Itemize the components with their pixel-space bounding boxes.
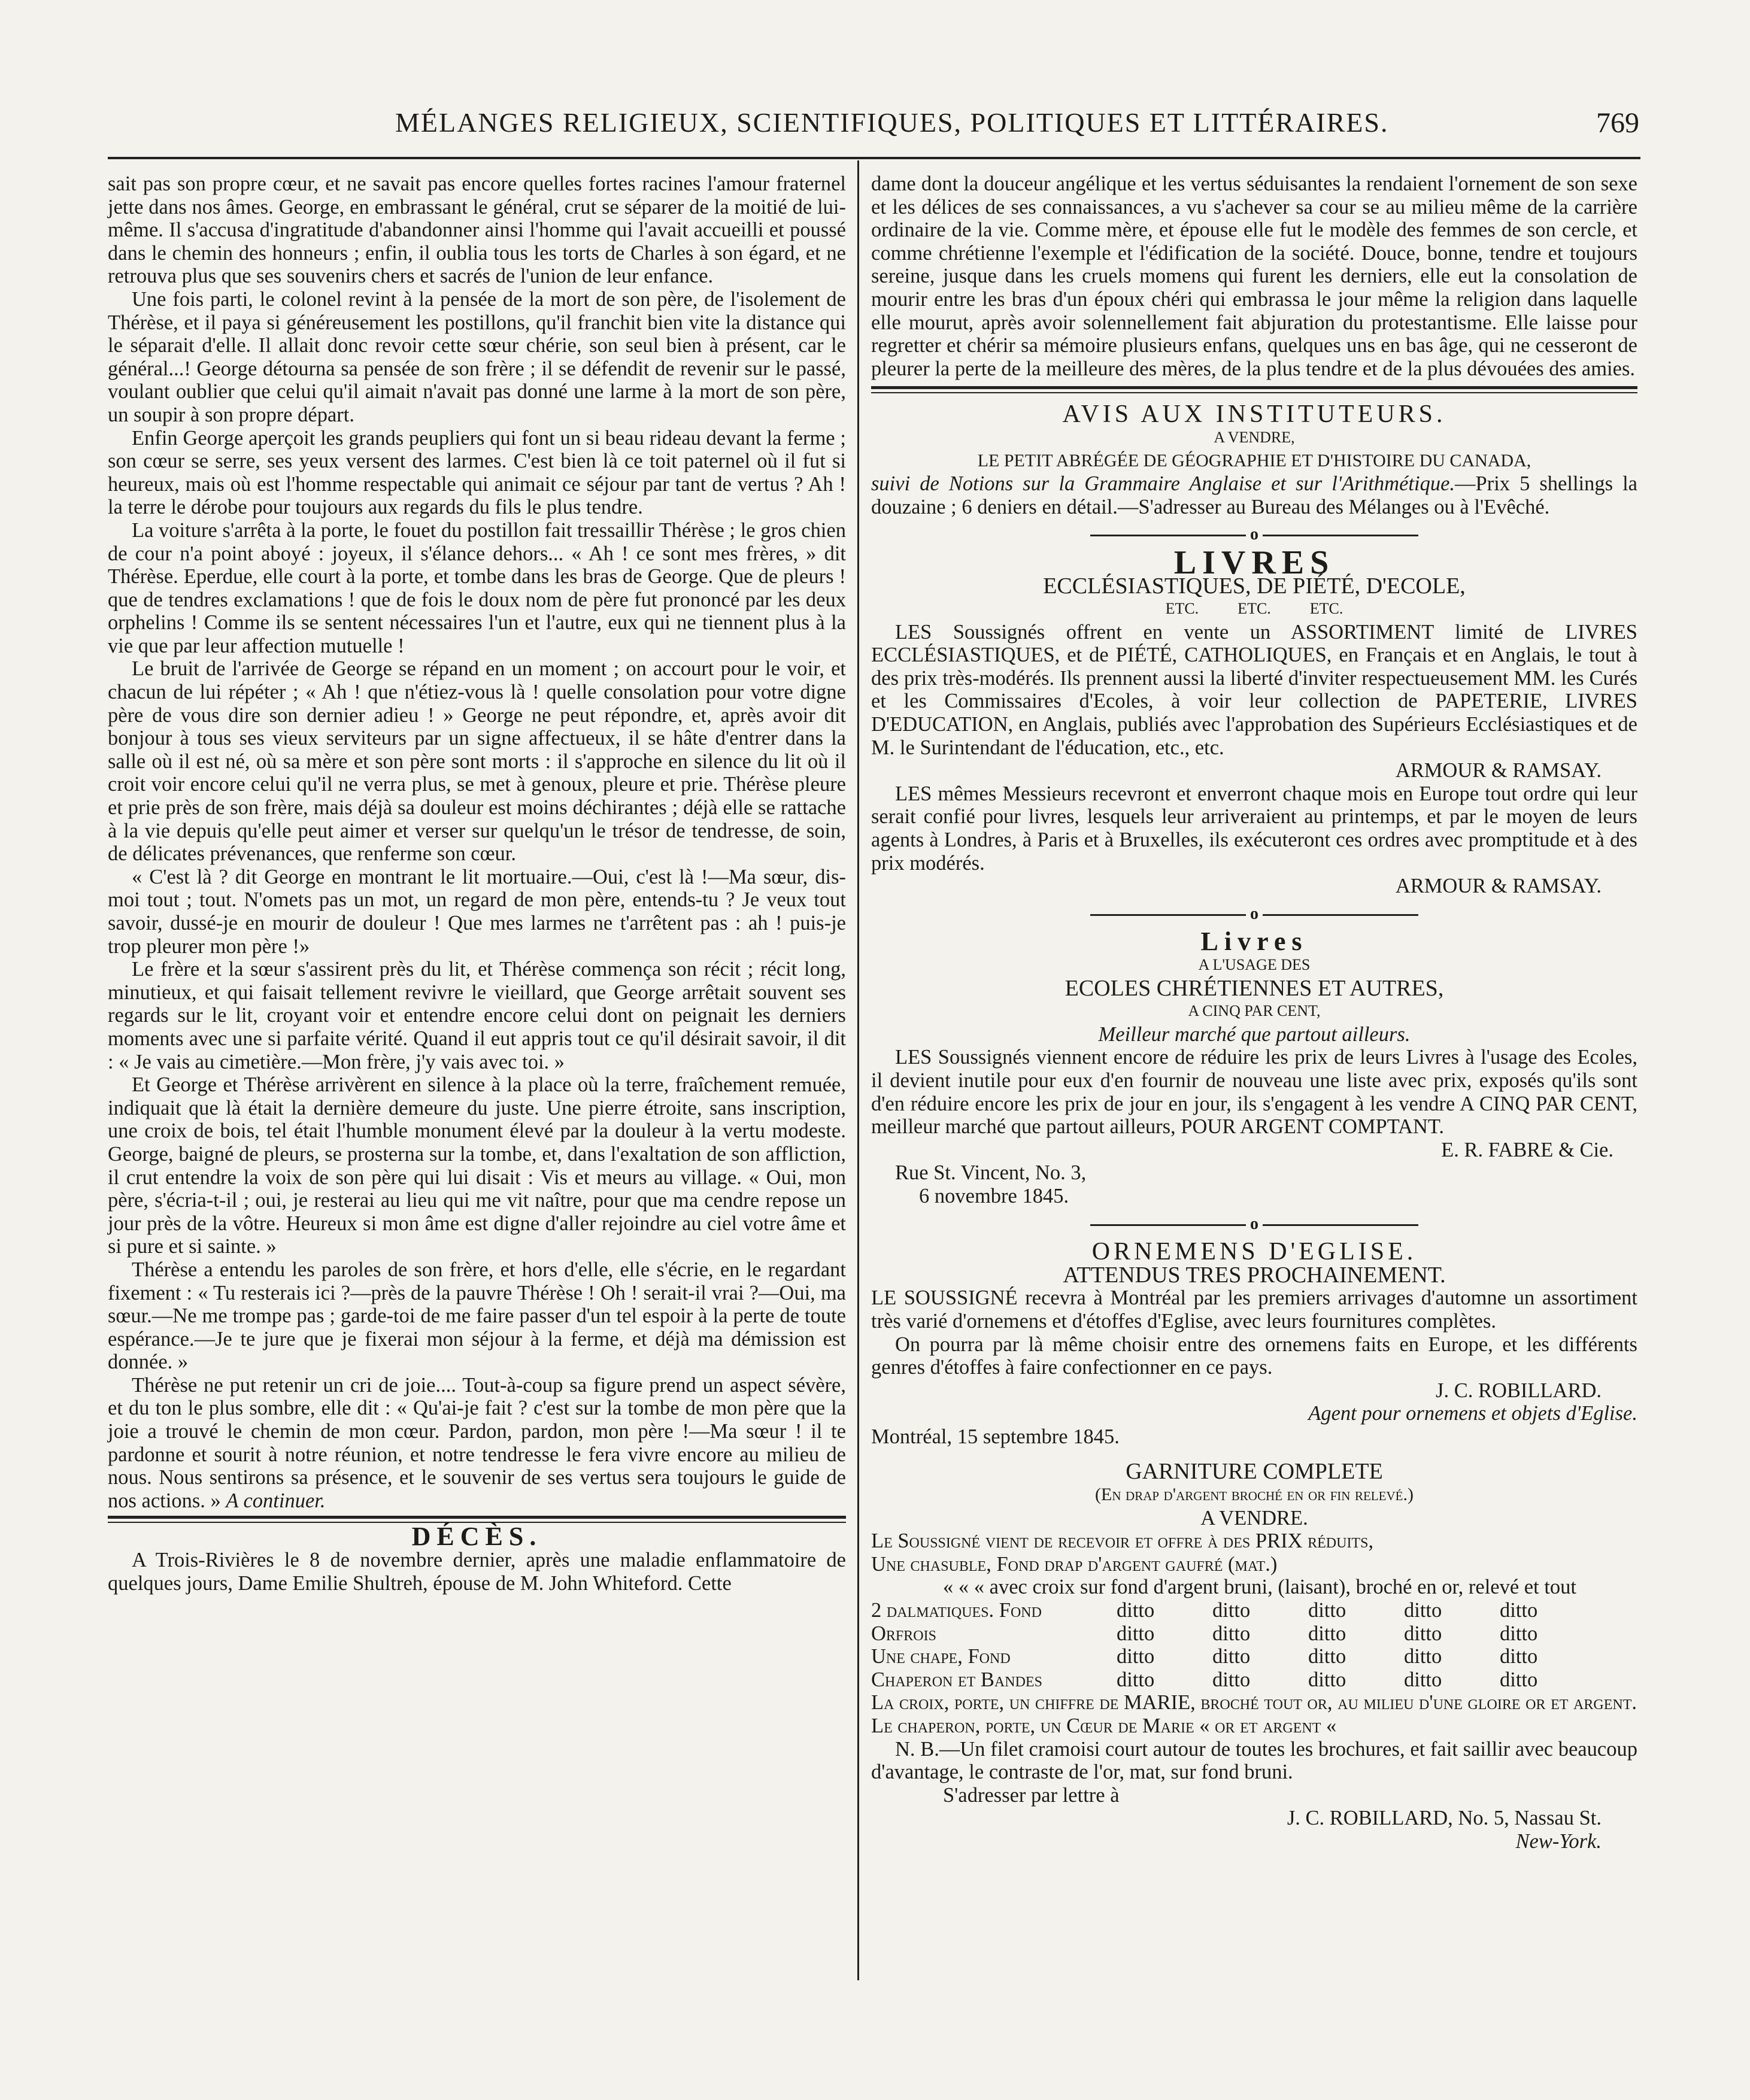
table-cell: ditto [1404, 1645, 1442, 1668]
story-paragraph: Enfin George aperçoit les grands peupliers qui font un si beau rideau devant la ferme ; son cœur se serre, ses yeux versent des larmes. C'est bien là ce toit paternel où il fut si heureux, mais où est l'homme respectable qui animait ce séjour par tant de vertus ? Ah ! la terre le dérobe pour toujours aux regards du fils le plus tendre. [108, 426, 846, 519]
table-cell: Orfrois [871, 1622, 936, 1645]
ornemens-body-2: On pourra par là même choisir entre des ornemens faits en Europe, et les différents genres d'étoffes à faire confectionner en ce pays. [871, 1333, 1637, 1379]
table-cell: ditto [1404, 1599, 1442, 1622]
garniture-signature: J. C. ROBILLARD, No. 5, Nassau St. [1287, 1807, 1602, 1830]
ornemens-heading: ORNEMENS D'EGLISE. [1091, 1238, 1417, 1266]
story-paragraph: Le frère et la sœur s'assirent près du lit, et Thérèse commença son récit ; récit long, minutieux, et qui faisait tellement revivre le vieillard, que George arrêtait souvent ses regards sur le lit, croyant voir et entendre encore celui dont on peignait les derniers moments avec une si parfaite vérité. Quand il eut appris tout ce qu'il désirait savoir, il dit : « Je vais au cimetière.—Mon frère, j'y vais avec toi. » [108, 958, 846, 1073]
garniture-heading: GARNITURE COMPLETE [1126, 1459, 1383, 1485]
deces-heading: DÉCÈS. [411, 1522, 542, 1552]
garniture-line: Une chasuble, Fond drap d'argent gaufré (mat.) [871, 1552, 1278, 1576]
separator [871, 1213, 1637, 1236]
continuation-note: A continuer. [226, 1489, 326, 1512]
story-paragraph [108, 1374, 846, 1513]
story-paragraph: La voiture s'arrêta à la porte, le fouet du postillon fait tressaillir Thérèse ; le gros chien de cour n'a point aboyé : joyeux, il s'élance dehors... « Ah ! ce sont mes frères, » dit Thérèse. Eperdue, elle court à la porte, et tombe dans les bras de George. Que de pleurs ! que de tendres exclamations ! que de fois le doux nom de père fut prononcé par les deux orphelins ! Comme ils se sentent nécessaires l'un et l'autre, eux qui ne tiennent plus à la vie que par leur affection mutuelle ! [108, 518, 846, 657]
header-rule [108, 157, 1640, 159]
garniture-note: N. B.—Un filet cramoisi court autour de toutes les brochures, et fait saillir avec beaucoup d'avantage, le contraste de l'or, mat, sur fond bruni. [871, 1737, 1637, 1784]
livres2-sub3: A CINQ PAR CENT, [1188, 1002, 1321, 1020]
livres-etc: ETC. ETC. ETC. [1165, 600, 1343, 618]
column-divider [857, 160, 859, 1980]
story-paragraph: « C'est là ? dit George en montrant le lit mortuaire.—Oui, c'est là !—Ma sœur, dis-moi tout ; tout. N'omets pas un mot, un regard de mon père, entends-tu ? Je veux tout savoir, dussé-je en mourir de douleur ! Que mes larmes ne t'arrêtent pas : ah ! puis-je trop pleurer mon père !» [108, 865, 846, 958]
avis-price: —Prix 5 shellings la douzaine ; 6 deniers en détail.—S'adresser au Bureau des Mélanges ou à l'Evêché. [871, 472, 1637, 518]
ornemens-subheading: ATTENDUS TRES PROCHAINEMENT. [1063, 1262, 1446, 1288]
garniture-city: New-York. [1515, 1829, 1602, 1853]
section-rule [871, 386, 1637, 393]
livres2-sub2: ECOLES CHRÉTIENNES ET AUTRES, [1064, 975, 1444, 1001]
livres2-address: Rue St. Vincent, No. 3, [895, 1161, 1087, 1185]
table-cell: ditto [1212, 1599, 1251, 1622]
table-cell: ditto [1308, 1668, 1346, 1691]
table-cell: ditto [1117, 1668, 1155, 1691]
table-cell: ditto [1500, 1599, 1538, 1622]
garniture-croix: La croix, porte, un chiffre de MARIE, broché tout or, au milieu d'une gloire or et argent. [871, 1691, 1637, 1714]
livres-signature: ARMOUR & RAMSAY. [1395, 759, 1602, 782]
table-cell: ditto [1308, 1645, 1346, 1668]
table-cell: ditto [1212, 1645, 1251, 1668]
page-header [0, 107, 1750, 160]
table-cell: 2 dalmatiques. Fond [871, 1599, 1042, 1622]
obituary-text: dame dont la douceur angélique et les vertus séduisantes la rendaient l'ornement de son sexe et les délices de ses connaissances, a vu s'achever sa cour se au milieu même de la carrière ordinaire de la vie. Comme mère, et épouse elle fut le modèle des femmes de son cercle, et comme chrétienne l'exemple et l'édification de la société. Douce, bonne, tendre et toujours sereine, jusque dans les cruels momens qui furent les derniers, elle eut la consolation de mourir entre les bras d'un époux chéri qui embrassa le jour même la religion dans laquelle elle mourut, après avoir solennellement fait abjuration du protestantisme. Elle laisse pour regretter et chérir sa mémoire plusieurs enfans, quelques uns en bas âge, qui ne cesseront de pleurer la perte de la meilleure des mères, de la plus tendre et de la plus dévouées des amies. [871, 172, 1637, 380]
story-paragraph: sait pas son propre cœur, et ne savait pas encore quelles fortes racines l'amour fraternel jette dans nos âmes. George, en embrassant le général, crut se séparer de la moitié de lui-même. Il s'accusa d'ingratitude d'abandonner ainsi l'homme qui l'avait accueilli et poussé dans le chemin des honneurs ; enfin, il oublia tous les torts de Charles à son égard, et ne retrouva plus que ses souvenirs chers et sacrés de l'union de leur enfance. [108, 172, 846, 288]
garniture-subheading: (En drap d'argent broché en or fin relevé.) [1095, 1485, 1414, 1505]
garniture-chaperon: Le chaperon, porte, un Cœur de Marie « or et argent « [871, 1714, 1337, 1737]
story-paragraph: Une fois parti, le colonel revint à la pensée de la mort de son père, de l'isolement de Thérèse, et il paya si généreusement les postillons, qu'il franchit bien vite la distance qui le séparait d'elle. Il allait donc revoir cette sœur chérie, son seul bien à présent, car le général...! George détourna sa pensée de son frère ; il se défendit de revenir sur le passé, voulant oublier que celui qu'il aimait n'avait pas donné une larme à la mort de son père, un soupir à son propre départ. [108, 287, 846, 426]
right-column [871, 172, 1637, 1853]
table-cell: Chaperon et Bandes [871, 1668, 1042, 1691]
ornemens-agent: Agent pour ornemens et objets d'Eglise. [1308, 1402, 1637, 1425]
garniture-table [871, 1599, 1637, 1691]
separator-mark: o [1250, 904, 1258, 923]
table-cell: ditto [1500, 1645, 1538, 1668]
story-paragraph: Thérèse a entendu les paroles de son frère, et hors d'elle, elle s'écrie, en le regardant fixement : « Tu resterais ici ?—près de la pauvre Thérèse ! Oh ! serait-il vrai ?—Oui, ma sœur.—Ne me trompe pas ; garde-toi de me faire passer d'un tel espoir à la perte de toute espérance.—Je te jure que je fixerai mon séjour à la ferme, et déjà ma démission est donnée. » [108, 1258, 846, 1374]
ornemens-date: Montréal, 15 septembre 1845. [871, 1425, 1120, 1448]
deces-text: A Trois-Rivières le 8 de novembre dernier, après une maladie enflammatoire de quelques jours, Dame Emilie Shultreh, épouse de M. John Whiteford. Cette [108, 1549, 846, 1595]
separator-mark: o [1250, 525, 1258, 544]
livres2-date: 6 novembre 1845. [919, 1184, 1069, 1207]
table-cell: ditto [1212, 1668, 1251, 1691]
livres2-heading: Livres [1200, 927, 1308, 957]
avis-heading: AVIS AUX INSTITUTEURS. [1062, 400, 1446, 429]
livres2-sub1: A L'USAGE DES [1198, 956, 1311, 973]
table-cell: ditto [1212, 1622, 1251, 1645]
livres-signature-2: ARMOUR & RAMSAY. [1395, 875, 1602, 898]
story-paragraph: Et George et Thérèse arrivèrent en silence à la place où la terre, fraîchement remuée, indiquait que là était la dernière demeure du juste. Une pierre étroite, sans inscription, une croix de bois, tel était l'humble monument élevé par la douleur à la vertu modeste. George, baigné de pleurs, se prosterna sur la tombe, et, dans l'exaltation de son affliction, il crut entendre la voix de son père qui lui disait : Vis et meurs au village. « Oui, mon père, s'écria-t-il ; oui, je resterai au lieu qui me vit naître, pour que ma cendre repose un jour près de la vôtre. Heureux si mon âme est digne d'aller rejoindre au ciel votre âme et si pure et si sainte. » [108, 1073, 846, 1258]
left-column [108, 172, 846, 1595]
avis-body [871, 472, 1637, 518]
livres-body-2: LES mêmes Messieurs recevront et enverront chaque mois en Europe tout ordre qui leur serait confié pour livres, lesquels leur arriveraient au printemps, et par le moyen de leurs agents à Londres, à Paris et à Bruxelles, ils exécuteront ces ordres avec promptitude et à des prix modérés. [871, 782, 1637, 875]
garniture-intro: Le Soussigné vient de recevoir et offre à des PRIX réduits, [871, 1530, 1374, 1553]
livres2-sub4: Meilleur marché que partout ailleurs. [1098, 1022, 1411, 1046]
table-cell: ditto [1117, 1599, 1155, 1622]
garniture-vendre: A VENDRE. [1200, 1506, 1308, 1530]
table-cell: ditto [1117, 1622, 1155, 1645]
livres-body: LES Soussignés offrent en vente un ASSORTIMENT limité de LIVRES ECCLÉSIASTIQUES, et de PIÉTÉ, CATHOLIQUES, en Français et en Anglais, le tout à des prix très-modérés. Ils prennent aussi la liberté d'inviter respectueusement MM. les Curés et les Commissaires d'Ecoles, à voir leur collection de PAPETERIE, LIVRES D'EDUCATION, en Anglais, publiés avec l'approbation des Supérieurs Ecclésiastiques et de M. le Surintendant de l'éducation, etc., etc. [871, 620, 1637, 759]
livres2-signature: E. R. FABRE & Cie. [1441, 1138, 1613, 1161]
table-cell: ditto [1117, 1645, 1155, 1668]
table-cell: ditto [1308, 1599, 1346, 1622]
table-cell: ditto [1308, 1622, 1346, 1645]
separator-mark: o [1250, 1214, 1258, 1233]
table-cell: Une chape, Fond [871, 1645, 1011, 1668]
story-paragraph: Le bruit de l'arrivée de George se répand en un moment ; on accourt pour le voir, et chacun de lui répéter ; « Ah ! que n'étiez-vous là ! quelle consolation pour votre digne père de vous dire son dernier adieu ! » George ne peut répondre, et, après avoir dit bonjour à tous ses vieux serviteurs par un signe affectueux, il se hâte d'entrer dans la salle où il est né, où sa mère et son père sont morts : il s'approche en silence du lit où il croit voir encore celui qu'il ne verra plus, se met à genoux, pleure et prie. Thérèse pleure et prie près de son frère, mais déjà sa douleur est moins déchirantes ; déjà elle se rattache à la vie depuis qu'elle peut aimer et verser sur quelqu'un le trésor de tendresse, de soin, de délicates prévenances, que renferme son cœur. [108, 657, 846, 866]
table-cell: ditto [1404, 1622, 1442, 1645]
separator [871, 903, 1637, 926]
journal-title: MÉLANGES RELIGIEUX, SCIENTIFIQUES, POLITIQUES ET LITTÉRAIRES. [395, 107, 1389, 138]
avis-subheading: A VENDRE, [1214, 428, 1295, 446]
separator [871, 523, 1637, 547]
page-number: 769 [1596, 107, 1639, 139]
livres-subheading: ECCLÉSIASTIQUES, DE PIÉTÉ, D'ECOLE, [1043, 573, 1466, 599]
table-cell: ditto [1500, 1622, 1538, 1645]
livres-heading: LIVRES [1173, 544, 1335, 581]
ornemens-body: LE SOUSSIGNÉ recevra à Montréal par les premiers arrivages d'automne un assortiment très varié d'ornemens et d'étoffes d'Eglise, avec leurs fournitures complètes. [871, 1286, 1637, 1333]
table-cell: ditto [1500, 1668, 1538, 1691]
avis-italic: suivi de Notions sur la Grammaire Anglaise et sur l'Arithmétique. [871, 472, 1455, 496]
garniture-line: « « « avec croix sur fond d'argent bruni, (laisant), broché en or, relevé et tout [943, 1576, 1576, 1599]
avis-title-line: LE PETIT ABRÉGÉE DE GÉOGRAPHIE ET D'HISTOIRE DU CANADA, [977, 450, 1531, 471]
table-cell: ditto [1404, 1668, 1442, 1691]
livres2-body: LES Soussignés viennent encore de réduire les prix de leurs Livres à l'usage des Ecoles, il devient inutile pour eux d'en fournir de nouveau une liste avec prix, exposés qu'ils sont d'en réduire encore les prix de jour en jour, ils s'engagent à les vendre A CINQ PAR CENT, meilleur marché que partout ailleurs, POUR ARGENT COMPTANT. [871, 1046, 1637, 1139]
story-text: Thérèse ne put retenir un cri de joie.... Tout-à-coup sa figure prend un aspect sévère, et du ton le plus sombre, elle dit : « Qu'ai-je fait ? c'est sur la tombe de mon père que la joie a trouvé le chemin de mon cœur. Pardon, pardon, mon père !—Ma sœur ! il te pardonne et sourit à notre réunion, et notre tendresse le fera vivre encore au milieu de nous. Nous sentirons sa présence, et le souvenir de ses vertus sera toujours le guide de nos actions. » [108, 1373, 846, 1512]
garniture-address-intro: S'adresser par lettre à [943, 1783, 1120, 1807]
ornemens-signature: J. C. ROBILLARD. [1436, 1379, 1602, 1402]
